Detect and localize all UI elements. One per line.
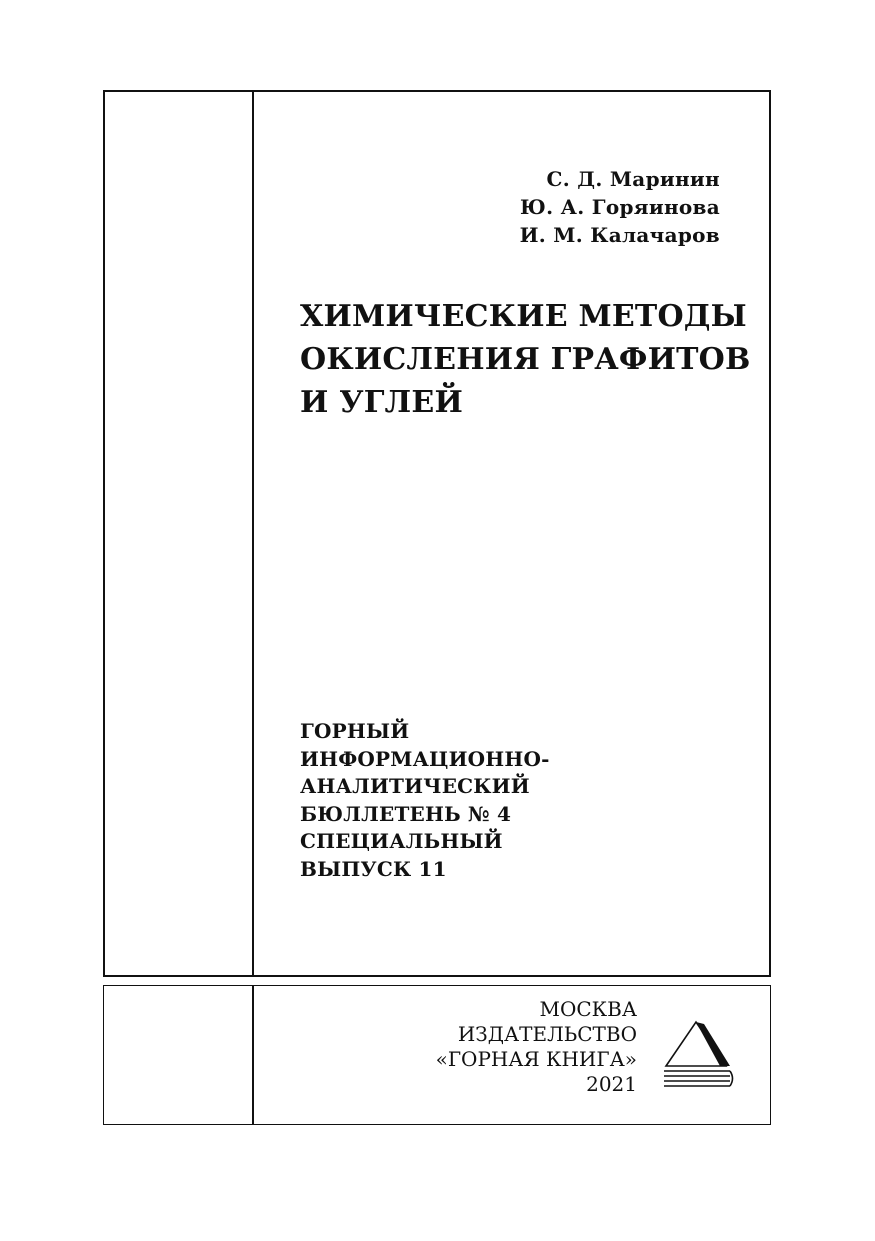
publisher-city: МОСКВА	[539, 997, 637, 1021]
series-line: БЮЛЛЕТЕНЬ № 4	[300, 801, 512, 826]
frame-divider-line	[252, 90, 254, 977]
book-title	[300, 295, 751, 424]
publisher-block	[436, 997, 637, 1097]
series-line: АНАЛИТИЧЕСКИЙ	[300, 774, 530, 798]
title-line: ОКИСЛЕНИЯ ГРАФИТОВ	[300, 342, 751, 377]
publication-year: 2021	[586, 1072, 637, 1096]
series-line: СПЕЦИАЛЬНЫЙ	[300, 829, 503, 853]
series-line: ГОРНЫЙ	[300, 719, 410, 743]
authors-block	[520, 165, 720, 249]
publisher-name: «ГОРНАЯ КНИГА»	[435, 1047, 637, 1071]
series-line: ВЫПУСК 11	[300, 856, 447, 881]
author-name: С. Д. Маринин	[546, 167, 720, 191]
publisher-label: ИЗДАТЕЛЬСТВО	[457, 1022, 637, 1046]
author-name: Ю. А. Горяинова	[520, 195, 720, 219]
publisher-logo-icon	[660, 1018, 736, 1092]
title-line: И УГЛЕЙ	[300, 385, 463, 420]
imprint-divider-line	[252, 985, 254, 1125]
title-line: ХИМИЧЕСКИЕ МЕТОДЫ	[300, 299, 747, 334]
series-line: ИНФОРМАЦИОННО-	[300, 746, 550, 771]
series-block	[300, 718, 550, 883]
author-name: И. М. Калачаров	[519, 223, 720, 247]
